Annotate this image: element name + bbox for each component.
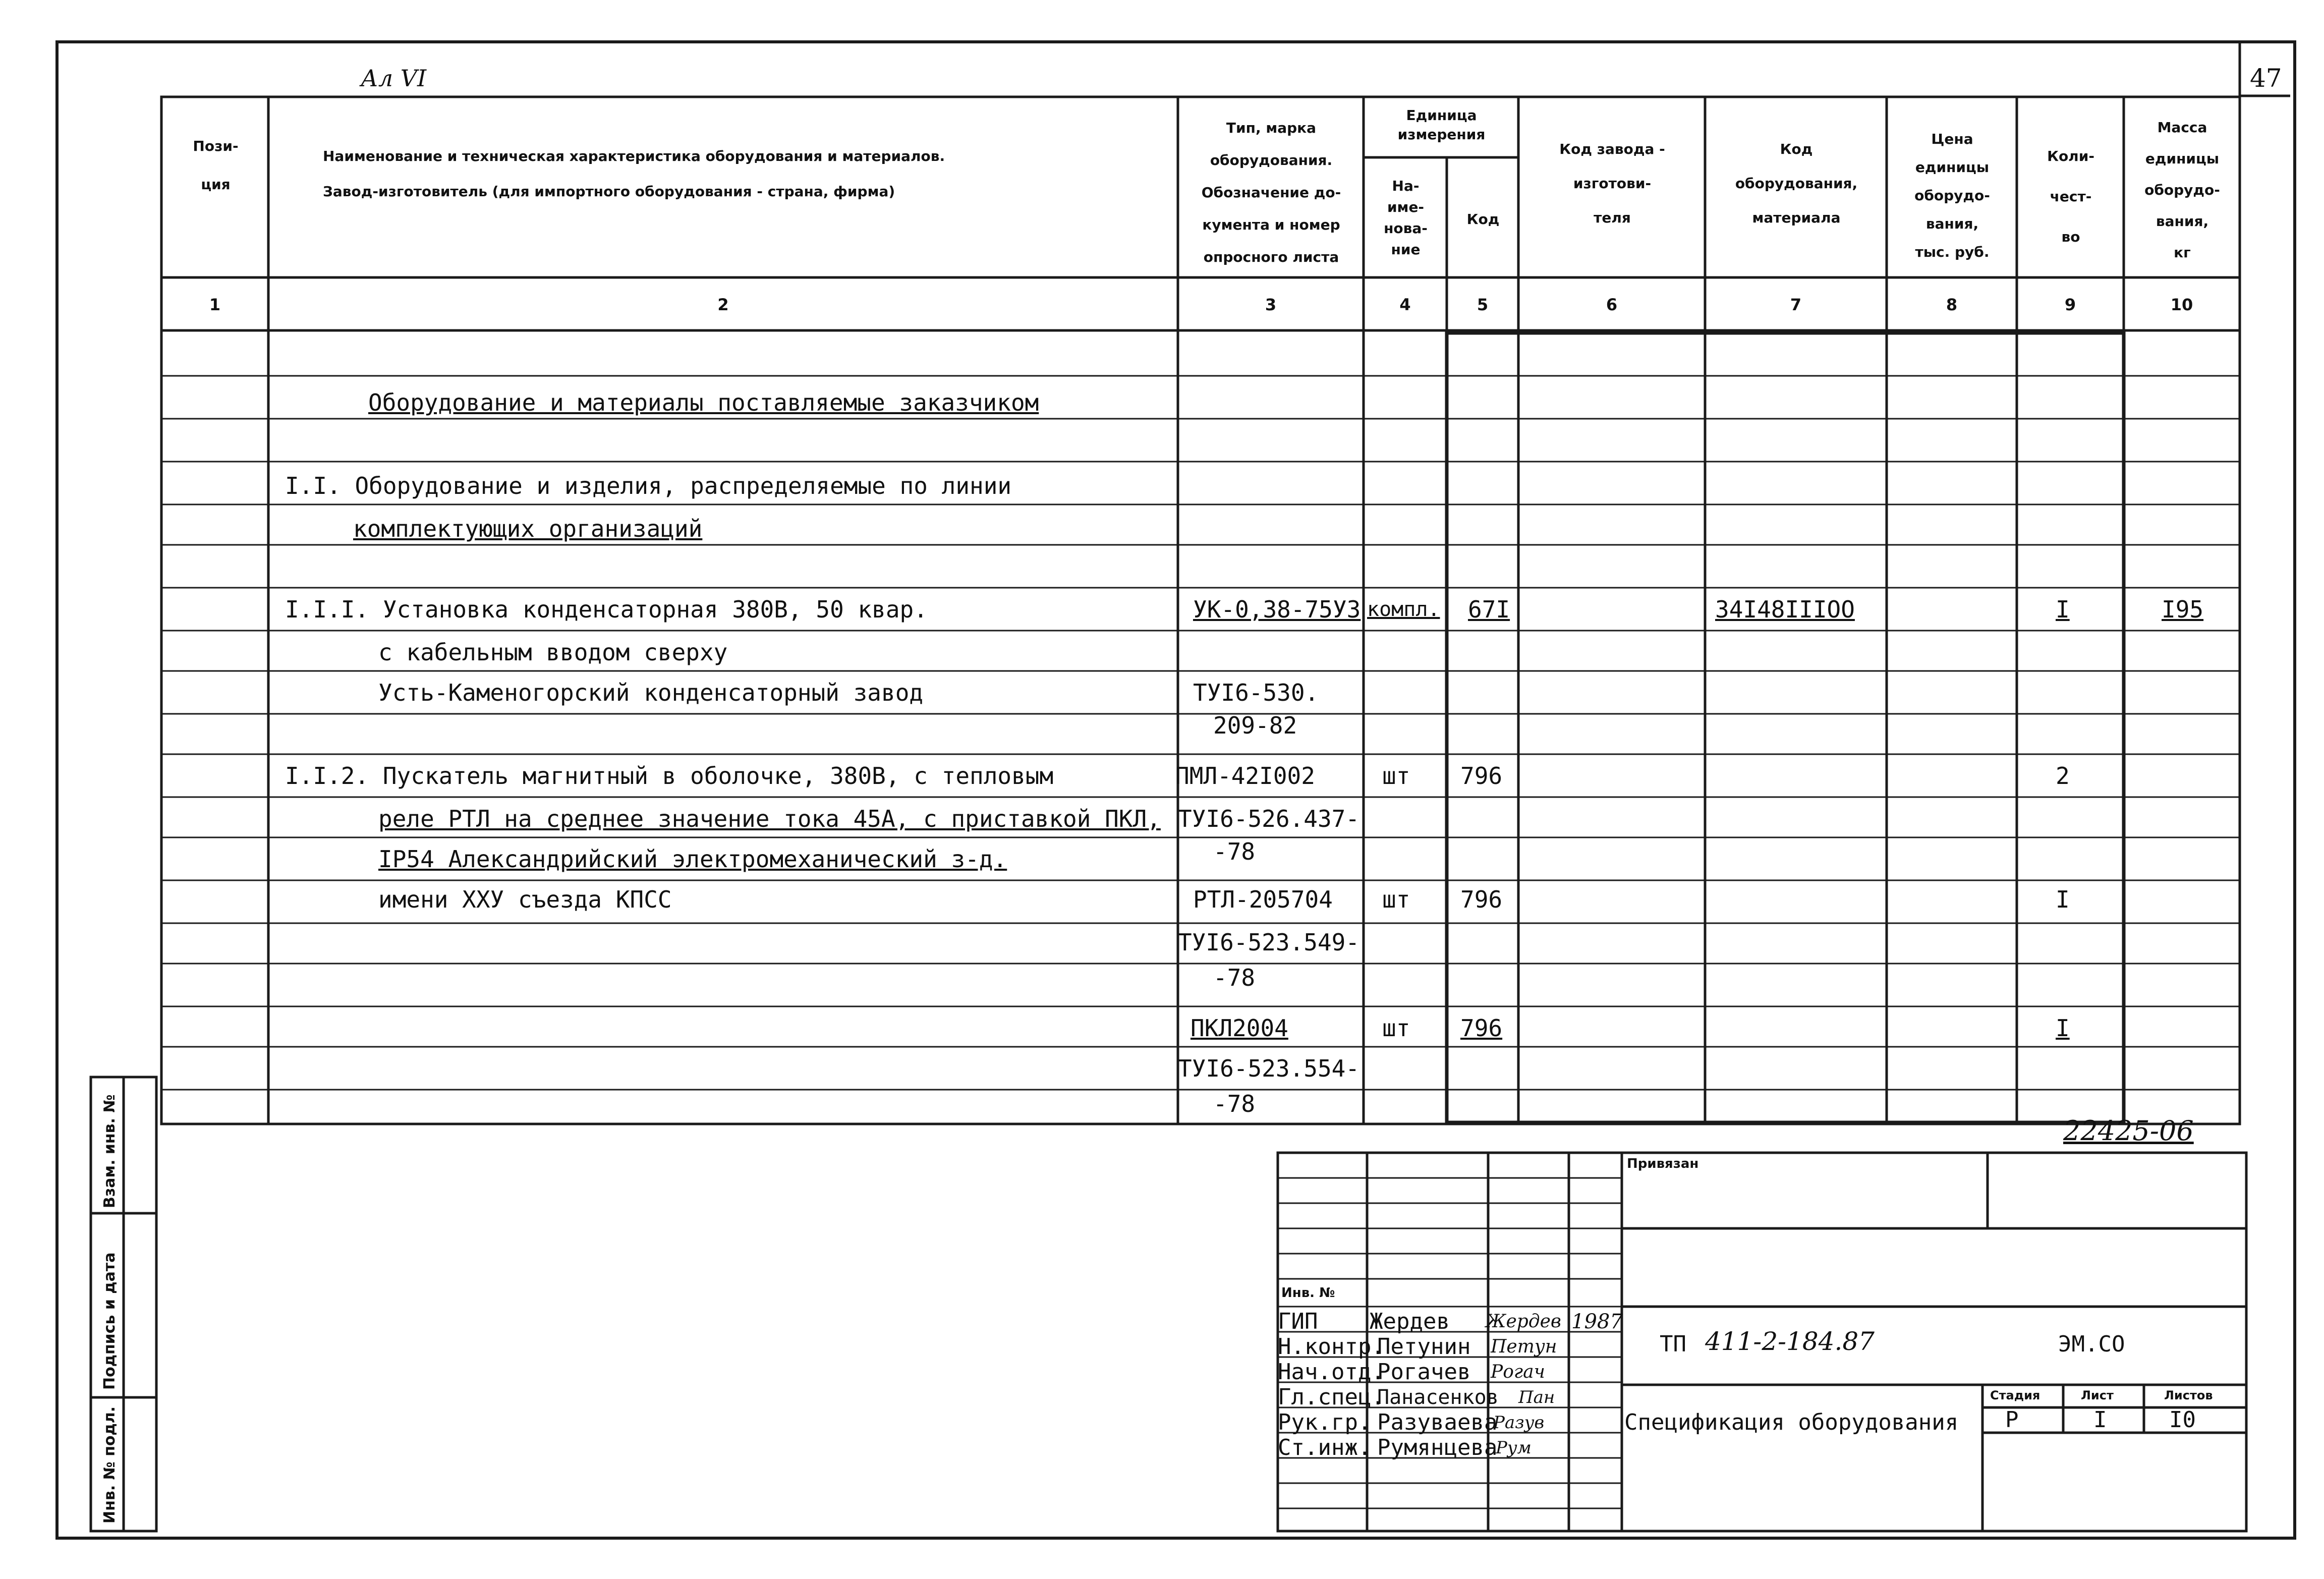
column-number: 9	[2064, 295, 2076, 314]
signer-signature: Жердев	[1486, 1311, 1561, 1332]
column-number: 3	[1265, 295, 1277, 314]
drawing-number: 22425-06	[2063, 1115, 2194, 1147]
signer-name: Румянцева	[1377, 1435, 1498, 1460]
header-type: Тип, марка оборудования. Обозначение до- кумента и номер опросного листа	[1201, 120, 1341, 265]
subsection-title-cont: комплектующих организаций	[353, 515, 703, 542]
item-type: ТУI6-526.437-	[1178, 805, 1360, 832]
signer-role: Н.контр.	[1278, 1334, 1385, 1360]
item-type: ПКЛ2004	[1191, 1014, 1288, 1042]
item-name: I.I.2. Пускатель магнитный в оболочке, 380В, с тепловым	[285, 762, 1054, 790]
signer-role: Рук.гр.	[1278, 1409, 1372, 1435]
column-number: 10	[2170, 295, 2193, 314]
signer-role: Ст.инж.	[1278, 1435, 1372, 1460]
header-factory-code: Код завода - изготови- теля	[1559, 141, 1665, 226]
header-unit-name: На- име- нова- ние	[1384, 178, 1428, 258]
item-name: с кабельным вводом сверху	[378, 639, 728, 666]
header-quantity: Коли- чест- во	[2047, 148, 2094, 245]
inv-label: Инв. №	[1281, 1285, 1335, 1301]
item-unit: шт	[1382, 1014, 1410, 1042]
signer-name: Жердев	[1370, 1309, 1450, 1334]
item-quantity: I	[2056, 596, 2070, 623]
section-title: Оборудование и материалы поставляемые заказчиком	[368, 389, 1039, 416]
header-equipment-code: Код оборудования, материала	[1735, 141, 1858, 226]
item-type: 209-82	[1213, 712, 1297, 739]
item-type: -78	[1213, 838, 1256, 865]
page-number: 47	[2250, 64, 2282, 93]
sheets-value: I0	[2169, 1407, 2196, 1433]
item-type: -78	[1213, 1090, 1256, 1117]
signer-role: Гл.спец.	[1278, 1384, 1385, 1410]
header-position: Пози- ция	[193, 138, 239, 193]
column-number: 6	[1606, 295, 1618, 314]
signer-role: Нач.отд.	[1278, 1359, 1385, 1385]
item-name: реле РТЛ на среднее значение тока 45А, с приставкой ПКЛ,	[378, 805, 1161, 832]
item-name: IP54 Александрийский электромеханический з-д.	[378, 845, 1007, 873]
side-stamp-label: Взам. инв. №	[101, 1094, 119, 1208]
header-mass: Масса единицы оборудо- вания, кг	[2144, 119, 2220, 261]
column-number: 1	[209, 295, 221, 314]
column-number: 4	[1399, 295, 1411, 314]
signer-name: Рогачев	[1377, 1359, 1471, 1385]
signer-signature: Рогач	[1491, 1362, 1545, 1382]
sheets-label: Листов	[2164, 1388, 2213, 1402]
subsection-title: I.I. Оборудование и изделия, распределяемые по линии	[285, 472, 1012, 499]
sheet-label: Лист	[2081, 1388, 2114, 1402]
item-type: РТЛ-205704	[1193, 886, 1333, 913]
stage-value: Р	[2005, 1407, 2019, 1433]
project-prefix: ТП	[1660, 1331, 1686, 1357]
attached-label: Привязан	[1627, 1156, 1699, 1171]
signer-date: 1987	[1571, 1310, 1623, 1333]
header-unit-group: Единица измерения	[1397, 107, 1486, 143]
item-name: Усть-Каменогорский конденсаторный завод	[378, 679, 924, 706]
signer-signature: Разув	[1493, 1413, 1545, 1433]
item-type: УК-0,38-75УЗ	[1193, 596, 1361, 623]
column-number: 2	[717, 295, 729, 314]
item-name: I.I.I. Установка конденсаторная 380В, 50 квар.	[285, 596, 928, 623]
side-stamp-label: Подпись и дата	[101, 1252, 119, 1390]
signer-signature: Рум	[1496, 1438, 1532, 1458]
item-quantity: I	[2056, 886, 2070, 913]
item-quantity: 2	[2056, 762, 2070, 790]
item-unit-code: 796	[1460, 762, 1503, 790]
corner-note: Ал VI	[361, 65, 427, 92]
signer-signature: Пан	[1518, 1387, 1555, 1407]
item-name: имени ХХУ съезда КПСС	[378, 886, 672, 913]
signer-name: Петунин	[1377, 1334, 1471, 1360]
item-type: -78	[1213, 964, 1256, 991]
item-type: ТУI6-530.	[1193, 679, 1319, 706]
item-unit-code: 796	[1460, 1014, 1503, 1042]
signer-signature: Петун	[1491, 1336, 1557, 1357]
item-equipment-code: 34I48IIIOO	[1715, 596, 1855, 623]
item-unit-code: 67I	[1468, 596, 1510, 623]
signer-name: Панасенков	[1377, 1386, 1499, 1409]
sheet-value: I	[2093, 1407, 2107, 1433]
header-price: Цена единицы оборудо- вания, тыс. руб.	[1914, 131, 1990, 260]
column-number: 7	[1790, 295, 1802, 314]
item-type: ТУI6-523.549-	[1178, 929, 1360, 956]
item-mass: I95	[2162, 596, 2204, 623]
project-number: 411-2-184.87	[1705, 1327, 1875, 1356]
item-type: ПМЛ-42I002	[1175, 762, 1315, 790]
item-unit-code: 796	[1460, 886, 1503, 913]
doc-code: ЭМ.СО	[2058, 1331, 2125, 1357]
item-unit: компл.	[1367, 598, 1440, 621]
header-name: Наименование и техническая характеристика оборудования и материалов. Завод-изготовитель (для импортного оборудования - страна, фирма)	[323, 148, 945, 200]
stage-label: Стадия	[1990, 1388, 2040, 1402]
signer-name: Разуваева	[1377, 1409, 1498, 1435]
item-type: ТУI6-523.554-	[1178, 1055, 1360, 1082]
column-number: 5	[1477, 295, 1489, 314]
item-unit: шт	[1382, 762, 1410, 790]
column-number: 8	[1946, 295, 1958, 314]
signer-role: ГИП	[1278, 1309, 1318, 1334]
doc-title: Спецификация оборудования	[1624, 1409, 1959, 1435]
header-unit-code: Код	[1466, 211, 1500, 228]
item-unit: шт	[1382, 886, 1410, 913]
item-quantity: I	[2056, 1014, 2070, 1042]
side-stamp-label: Инв. № подл.	[101, 1406, 119, 1524]
